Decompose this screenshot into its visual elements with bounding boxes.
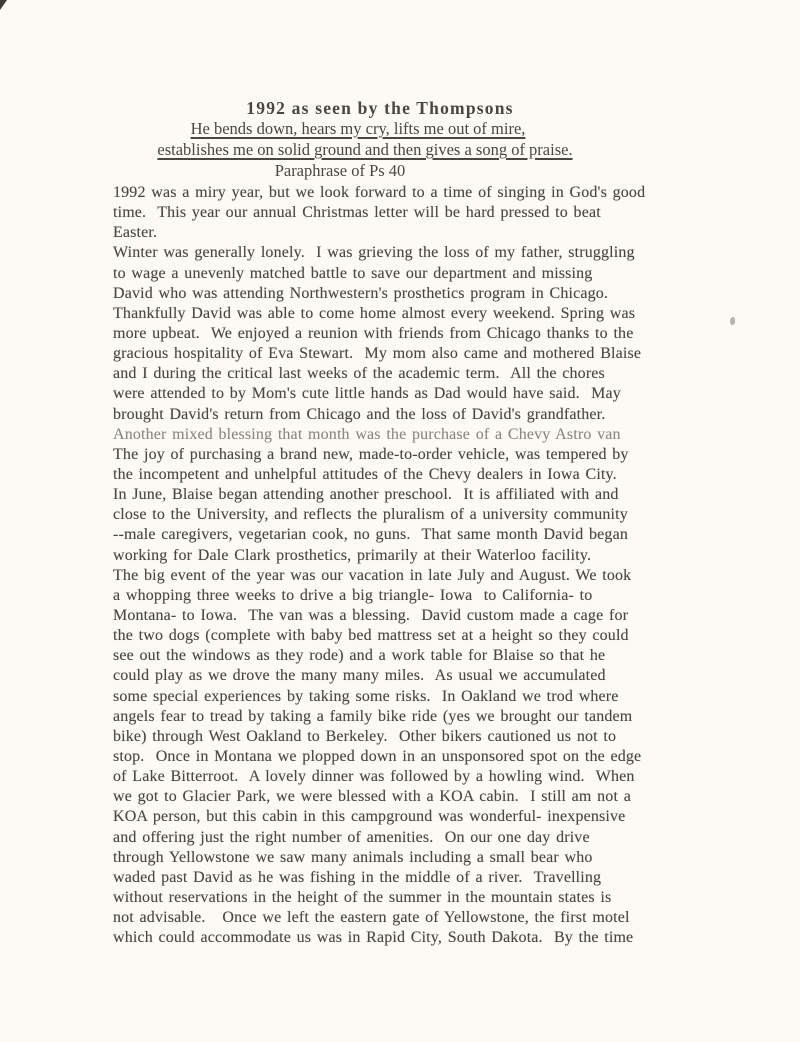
letter-body bbox=[113, 183, 713, 948]
body-line: Another mixed blessing that month was the purchase of a Chevy Astro van bbox=[113, 425, 621, 443]
body-line: time. This year our annual Christmas letter will be hard pressed to beat bbox=[113, 204, 601, 222]
body-line: Thankfully David was able to come home almost every weekend. Spring was bbox=[113, 304, 636, 322]
body-line: waded past David as he was fishing in the middle of a river. Travelling bbox=[113, 868, 602, 886]
body-line: stop. Once in Montana we plopped down in an unsponsored spot on the edge bbox=[113, 747, 642, 765]
body-line: bike) through West Oakland to Berkeley. Other bikers cautioned us not to bbox=[113, 727, 617, 745]
body-line: Winter was generally lonely. I was grieving the loss of my father, struggling bbox=[113, 244, 635, 262]
body-line: The big event of the year was our vacation in late July and August. We took bbox=[113, 566, 632, 584]
body-line: brought David's return from Chicago and the loss of David's grandfather. bbox=[113, 405, 606, 423]
body-line: --male caregivers, vegetarian cook, no guns. That same month David began bbox=[113, 526, 628, 544]
psalm-attribution: Paraphrase of Ps 40 bbox=[274, 161, 406, 180]
body-line: of Lake Bitterroot. A lovely dinner was followed by a howling wind. When bbox=[113, 768, 635, 786]
body-line: In June, Blaise began attending another preschool. It is affiliated with and bbox=[113, 486, 619, 504]
body-line: working for Dale Clark prosthetics, primarily at their Waterloo facility. bbox=[113, 546, 592, 564]
body-line: the two dogs (complete with baby bed mattress set at a height so they could bbox=[113, 627, 629, 645]
body-line: through Yellowstone we saw many animals including a small bear who bbox=[113, 848, 593, 866]
body-line: were attended to by Mom's cute little hands as Dad would have said. May bbox=[113, 385, 621, 403]
psalm-quote-line-2: establishes me on solid ground and then gives a song of praise. bbox=[157, 140, 573, 159]
body-line: angels fear to tread by taking a family bike ride (yes we brought our tandem bbox=[113, 707, 633, 725]
body-line: and I during the critical last weeks of the academic term. All the chores bbox=[113, 365, 605, 383]
body-line: KOA person, but this cabin in this campground was wonderful- inexpensive bbox=[113, 808, 626, 826]
body-line: David who was attending Northwestern's prosthetics program in Chicago. bbox=[113, 284, 609, 302]
body-line: Easter. bbox=[113, 224, 158, 242]
psalm-quote-line-1: He bends down, hears my cry, lifts me out of mire, bbox=[190, 119, 526, 138]
body-line: see out the windows as they rode) and a work table for Blaise so that he bbox=[113, 647, 606, 665]
body-line: Montana- to Iowa. The van was a blessing. David custom made a cage for bbox=[113, 606, 629, 624]
scan-artifact-speck bbox=[730, 317, 735, 325]
body-line: 1992 was a miry year, but we look forward to a time of singing in God's good bbox=[113, 184, 646, 201]
scan-artifact-corner bbox=[0, 0, 7, 10]
body-line: not advisable. Once we left the eastern gate of Yellowstone, the first motel bbox=[113, 909, 630, 927]
body-line: some special experiences by taking some risks. In Oakland we trod where bbox=[113, 687, 619, 705]
body-line: could play as we drove the many many miles. As usual we accumulated bbox=[113, 667, 606, 685]
body-line: close to the University, and reflects the pluralism of a university community bbox=[113, 506, 628, 524]
body-line: The joy of purchasing a brand new, made-to-order vehicle, was tempered by bbox=[113, 445, 629, 463]
body-line: to wage a unevenly matched battle to save our department and missing bbox=[113, 264, 593, 282]
body-line: more upbeat. We enjoyed a reunion with friends from Chicago thanks to the bbox=[113, 324, 634, 342]
body-line: gracious hospitality of Eva Stewart. My mom also came and mothered Blaise bbox=[113, 345, 642, 363]
body-line: a whopping three weeks to drive a big triangle- Iowa to California- to bbox=[113, 586, 593, 604]
letter-title: 1992 as seen by the Thompsons bbox=[246, 98, 514, 118]
body-line: without reservations in the height of the summer in the mountain states is bbox=[113, 888, 612, 906]
body-line: which could accommodate us was in Rapid City, South Dakota. By the time bbox=[113, 929, 634, 947]
body-line: and offering just the right number of amenities. On our one day drive bbox=[113, 828, 590, 846]
body-line: we got to Glacier Park, we were blessed with a KOA cabin. I still am not a bbox=[113, 788, 631, 806]
body-line: the incompetent and unhelpful attitudes of the Chevy dealers in Iowa City. bbox=[113, 465, 617, 483]
